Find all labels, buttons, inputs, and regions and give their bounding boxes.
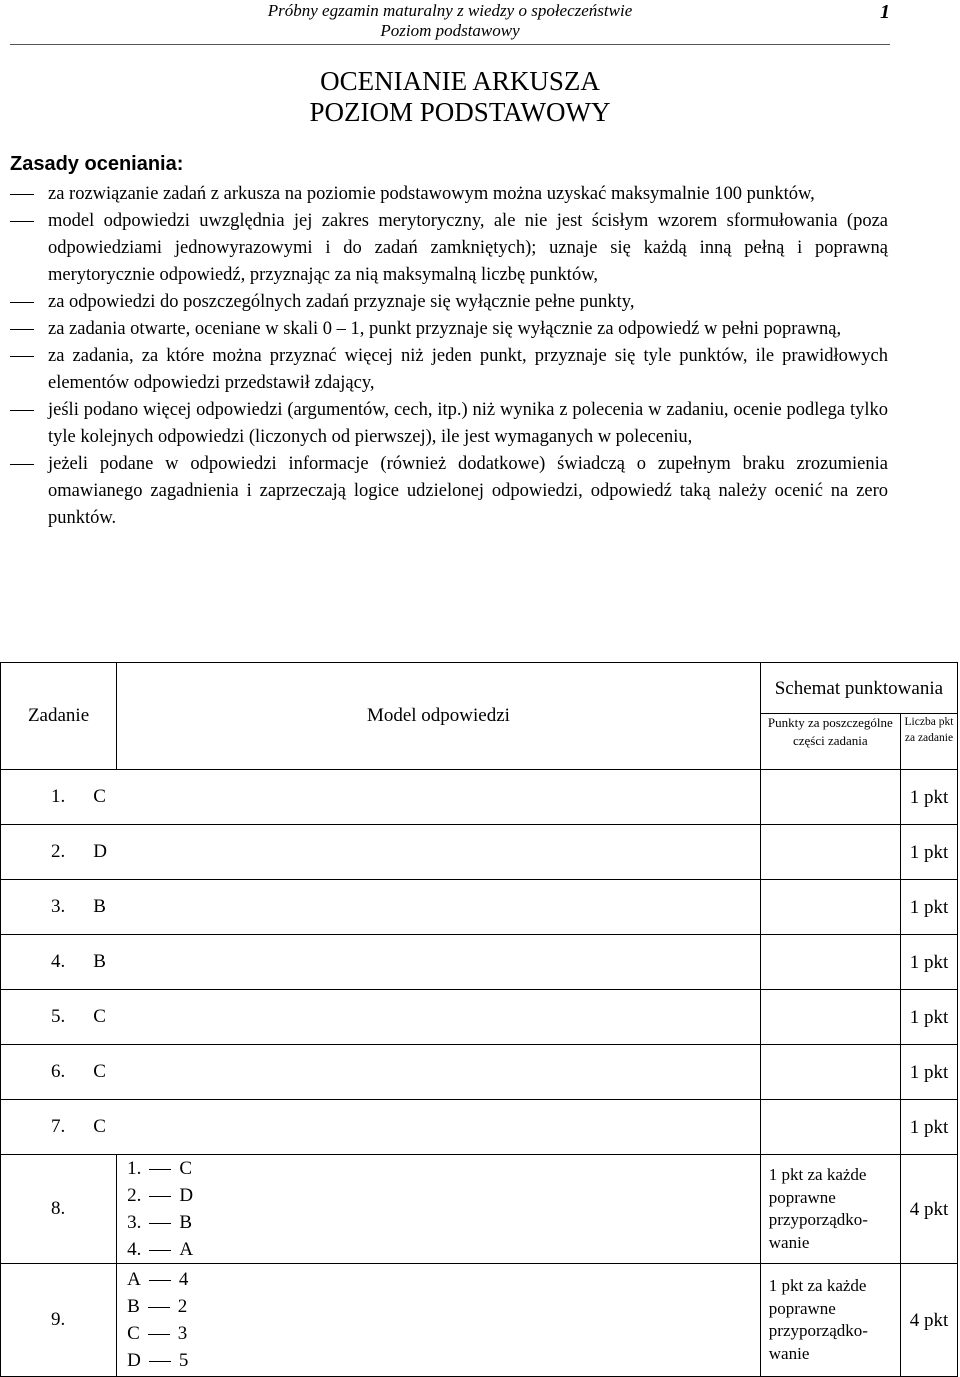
answer-letter: D — [93, 841, 107, 862]
task-total: 1 pkt — [900, 1100, 957, 1155]
task-number: 2. — [51, 841, 66, 862]
table-row — [1, 990, 958, 1045]
dash-separator — [149, 1361, 171, 1362]
header-model: Model odpowiedzi — [117, 663, 761, 770]
dash-separator — [149, 1280, 171, 1281]
answer-letter: C — [93, 786, 106, 807]
match-pair — [127, 1236, 760, 1263]
match-list — [117, 1264, 761, 1377]
part-points — [760, 825, 900, 880]
pair-left: B — [127, 1296, 140, 1317]
pair-right: 4 — [178, 1269, 189, 1290]
part-points: 1 pkt za każde poprawne przyporządko-wanie — [760, 1264, 900, 1377]
rules-list — [10, 181, 888, 532]
pair-left: 4. — [127, 1239, 142, 1260]
table-row — [1, 1045, 958, 1100]
dash-separator — [148, 1307, 170, 1308]
dash-separator — [148, 1334, 170, 1335]
rule-item — [10, 451, 888, 532]
rule-text: jeśli podano więcej odpowiedzi (argumentów, cech, itp.) niż wynika z polecenia w zadaniu, ocenie podlega tylko tyle kolejnych odpowiedzi (liczonych od pierwszej), ile jest wymaganych w poleceniu, — [48, 400, 888, 447]
task-total: 4 pkt — [900, 1264, 957, 1377]
table-row — [1, 935, 958, 990]
pair-right: 3 — [177, 1323, 188, 1344]
part-points: 1 pkt za każde poprawne przyporządko-wanie — [760, 1155, 900, 1264]
rule-item — [10, 397, 888, 451]
part-points — [760, 880, 900, 935]
header-level: Poziom podstawowy — [380, 21, 520, 40]
pair-right: B — [179, 1212, 193, 1233]
pair-left: 3. — [127, 1212, 142, 1233]
match-pair — [127, 1182, 760, 1209]
table-row — [1, 880, 958, 935]
rule-item — [10, 181, 888, 208]
task-total: 1 pkt — [900, 1045, 957, 1100]
header-scheme: Schemat punktowania — [760, 663, 957, 714]
answer-letter: B — [93, 896, 106, 917]
pair-right: C — [179, 1158, 193, 1179]
task-total: 1 pkt — [900, 990, 957, 1045]
match-pair — [127, 1266, 760, 1293]
rule-text: za zadania, za które można przyznać więcej niż jeden punkt, przyznaje się tyle punktów, ile prawidłowych elementów odpowiedzi przedstawił zdający, — [48, 346, 888, 393]
simple-rows — [1, 770, 958, 1155]
rule-text: model odpowiedzi uwzględnia jej zakres merytoryczny, ale nie jest ścisłym wzorem sformułowania (poza odpowiedziami jednowyrazowymi i do zadań zamkniętych); uznaje się każdą inną pełną i poprawną merytorycznie odpowiedź, przyznając za nią maksymalną liczbę punktów, — [48, 211, 888, 285]
task-number: 5. — [51, 1006, 66, 1027]
part-points — [760, 990, 900, 1045]
document-title: OCENIANIE ARKUSZA — [320, 66, 600, 96]
match-pair — [127, 1320, 760, 1347]
rule-text: jeżeli podane w odpowiedzi informacje (również dodatkowe) świadczą o zupełnym braku zrozumienia omawianego zagadnienia i zaprzeczają logice udzielonej odpowiedzi, odpowiedź taką należy ocenić na zero punktów. — [48, 454, 888, 528]
table-row — [1, 770, 958, 825]
header-exam-title: Próbny egzamin maturalny z wiedzy o społeczeństwie — [267, 1, 633, 20]
rule-item — [10, 289, 888, 316]
answer-letter: C — [93, 1116, 106, 1137]
rule-item — [10, 316, 888, 343]
table-row — [1, 1100, 958, 1155]
match-pair — [127, 1347, 760, 1374]
rule-text: za odpowiedzi do poszczególnych zadań przyznaje się wyłącznie pełne punkty, — [48, 292, 635, 312]
table-row — [1, 825, 958, 880]
table-row — [1, 1155, 958, 1264]
task-number-and-answer — [1, 1045, 761, 1100]
task-number: 4. — [51, 951, 66, 972]
pair-left: D — [127, 1350, 141, 1371]
pair-right: D — [179, 1185, 194, 1206]
page-number: 1 — [880, 1, 890, 23]
rule-item — [10, 208, 888, 289]
match-pair — [127, 1209, 760, 1236]
task-total: 1 pkt — [900, 880, 957, 935]
pair-left: 1. — [127, 1158, 142, 1179]
document-subtitle: POZIOM PODSTAWOWY — [309, 97, 611, 127]
dash-separator — [149, 1196, 171, 1197]
task-number: 8. — [1, 1155, 117, 1264]
rule-text: za zadania otwarte, oceniane w skali 0 – 1, punkt przyznaje się wyłącznie za odpowiedź w pełni poprawną, — [48, 319, 842, 339]
pair-right: A — [179, 1239, 194, 1260]
pair-left: 2. — [127, 1185, 142, 1206]
answer-letter: C — [93, 1006, 106, 1027]
task-number-and-answer — [1, 770, 761, 825]
task-total: 1 pkt — [900, 935, 957, 990]
table-row — [1, 1264, 958, 1377]
rule-item — [10, 343, 888, 397]
task-number: 1. — [51, 786, 66, 807]
task-number: 3. — [51, 896, 66, 917]
task-total: 1 pkt — [900, 770, 957, 825]
task-number-and-answer — [1, 935, 761, 990]
part-points — [760, 770, 900, 825]
answer-letter: C — [93, 1061, 106, 1082]
task-number-and-answer — [1, 990, 761, 1045]
task-number-and-answer — [1, 1100, 761, 1155]
pair-right: 5 — [178, 1350, 189, 1371]
task-total: 1 pkt — [900, 825, 957, 880]
match-list — [117, 1155, 761, 1264]
answer-letter: B — [93, 951, 106, 972]
part-points — [760, 1045, 900, 1100]
page-header — [10, 0, 890, 45]
part-points — [760, 935, 900, 990]
rule-text: za rozwiązanie zadań z arkusza na poziomie podstawowym można uzyskać maksymalnie 100 punktów, — [48, 184, 815, 204]
task-number-and-answer — [1, 825, 761, 880]
header-task: Zadanie — [1, 663, 117, 770]
task-number: 9. — [1, 1264, 117, 1377]
dash-separator — [149, 1223, 171, 1224]
pair-left: C — [127, 1323, 140, 1344]
task-number: 6. — [51, 1061, 66, 1082]
answer-key-table — [0, 662, 958, 1377]
task-number-and-answer — [1, 880, 761, 935]
match-pair — [127, 1155, 760, 1182]
rules-heading: Zasady oceniania: — [10, 153, 184, 175]
task-number: 7. — [51, 1116, 66, 1137]
part-points — [760, 1100, 900, 1155]
match-pair — [127, 1293, 760, 1320]
task-total: 4 pkt — [900, 1155, 957, 1264]
dash-separator — [149, 1250, 171, 1251]
header-total: Liczba pkt za zadanie — [900, 714, 957, 770]
header-parts: Punkty za poszczególne części zadania — [760, 714, 900, 770]
dash-separator — [149, 1169, 171, 1170]
pair-right: 2 — [177, 1296, 188, 1317]
pair-left: A — [127, 1269, 141, 1290]
